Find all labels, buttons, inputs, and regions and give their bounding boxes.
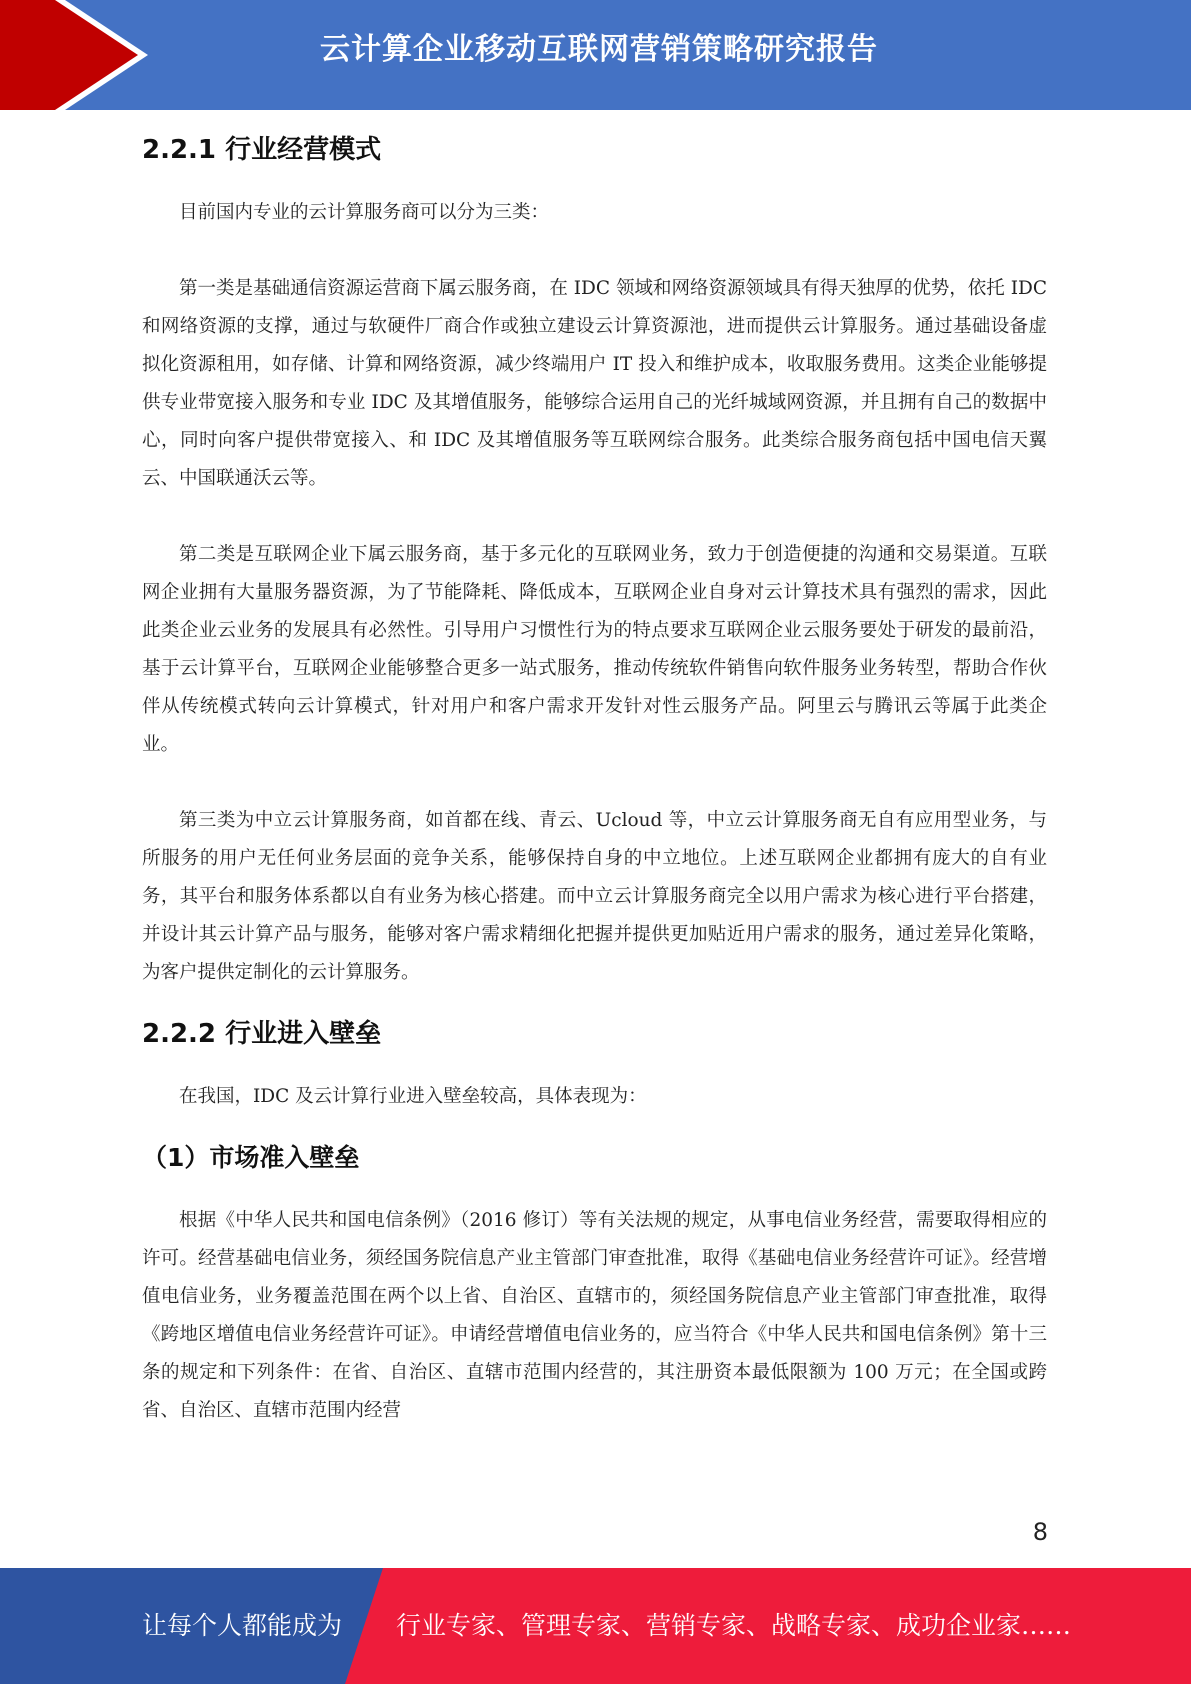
subsection-heading-market-access: （1）市场准入壁垒 bbox=[142, 1143, 360, 1172]
footer-slogan-right: 行业专家、管理专家、营销专家、战略专家、成功企业家…… bbox=[396, 1611, 1072, 1640]
footer-slogan-left: 让每个人都能成为 bbox=[142, 1611, 343, 1640]
paragraph-type-one: 第一类是基础通信资源运营商下属云服务商，在 IDC 领域和网络资源领域具有得天独厚的优势，依托 IDC 和网络资源的支撑，通过与软硬件厂商合作或独立建设云计算资源池，进而提供云计算服务。通过基础设备虚拟化资源租用，如存储、计算和网络资源，减少终端用户 IT 投入和维护成本，收取服务费用。这类企业能够提供专业带宽接入服务和专业 IDC 及其增值服务，能够综合运用自己的光纤城域网资源，并且拥有自己的数据中心，同时向客户提供带宽接入、和 IDC 及其增值服务等互联网综合服务。此类综合服务商包括中国电信天翼云、中国联通沃云等。 bbox=[142, 278, 1047, 489]
section-heading-2-2-1: 2.2.1 行业经营模式 bbox=[142, 135, 382, 165]
section-heading-2-2-2: 2.2.2 行业进入壁垒 bbox=[142, 1019, 382, 1049]
report-title: 云计算企业移动互联网营销策略研究报告 bbox=[320, 32, 878, 67]
paragraph-type-two: 第二类是互联网企业下属云服务商，基于多元化的互联网业务，致力于创造便捷的沟通和交易渠道。互联网企业拥有大量服务器资源，为了节能降耗、降低成本，互联网企业自身对云计算技术具有强烈的需求，因此此类企业云业务的发展具有必然性。引导用户习惯性行为的特点要求互联网企业云服务要处于研发的最前沿，基于云计算平台，互联网企业能够整合更多一站式服务，推动传统软件销售向软件服务业务转型，帮助合作伙伴从传统模式转向云计算模式，针对用户和客户需求开发针对性云服务产品。阿里云与腾讯云等属于此类企业。 bbox=[142, 544, 1047, 755]
paragraph-type-three: 第三类为中立云计算服务商，如首都在线、青云、Ucloud 等，中立云计算服务商无自有应用型业务，与所服务的用户无任何业务层面的竞争关系，能够保持自身的中立地位。上述互联网企业都拥有庞大的自有业务，其平台和服务体系都以自有业务为核心搭建。而中立云计算服务商完全以用户需求为核心进行平台搭建，并设计其云计算产品与服务，能够对客户需求精细化把握并提供更加贴近用户需求的服务，通过差异化策略，为客户提供定制化的云计算服务。 bbox=[142, 810, 1047, 983]
page-number: 8 bbox=[1032, 1518, 1048, 1546]
paragraph-intro: 目前国内专业的云计算服务商可以分为三类： bbox=[179, 202, 550, 223]
page-content bbox=[142, 130, 1047, 1430]
paragraph-market-access: 根据《中华人民共和国电信条例》（2016 修订）等有关法规的规定，从事电信业务经营，需要取得相应的许可。经营基础电信业务，须经国务院信息产业主管部门审查批准，取得《基础电信业务经营许可证》。经营增值电信业务，业务覆盖范围在两个以上省、自治区、直辖市的，须经国务院信息产业主管部门审查批准，取得《跨地区增值电信业务经营许可证》。申请经营增值电信业务的，应当符合《中华人民共和国电信条例》第十三条的规定和下列条件：在省、自治区、直辖市范围内经营的，其注册资本最低限额为 100 万元；在全国或跨省、自治区、直辖市范围内经营 bbox=[142, 1210, 1047, 1421]
paragraph-barriers-intro: 在我国，IDC 及云计算行业进入壁垒较高，具体表现为： bbox=[179, 1086, 647, 1107]
page-header bbox=[0, 0, 1191, 110]
header-arrow-fill bbox=[0, 0, 138, 110]
page-footer bbox=[0, 1568, 1191, 1684]
